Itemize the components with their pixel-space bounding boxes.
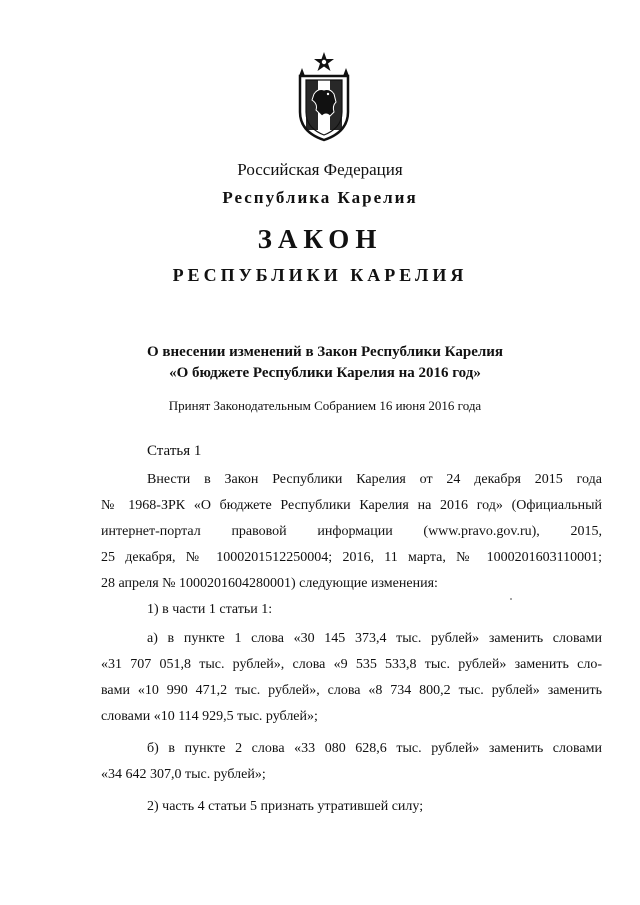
article-text-line: «34 642 307,0 тыс. рублей»;: [101, 767, 266, 782]
article-text-line: 1) в части 1 статьи 1:: [147, 602, 273, 617]
article-text-line: б) в пункте 2 слова «33 080 628,6 тыс. рублей» заменить словами: [147, 741, 602, 756]
article-text-line: «31 707 051,8 тыс. рублей», слова «9 535 533,8 тыс. рублей» заменить сло-: [101, 657, 602, 672]
adoption-note: Принят Законодательным Собранием 16 июня 2016 года: [168, 398, 482, 413]
article-text-line: интернет-портал правовой информации (www.pravo.gov.ru), 2015,: [101, 524, 602, 539]
article-text-line: 25 декабря, № 1000201512250004; 2016, 11 марта, № 1000201603110001;: [101, 550, 602, 565]
republic-name: Республика Карелия: [222, 188, 418, 207]
article-text-line: словами «10 114 929,5 тыс. рублей»;: [101, 709, 318, 724]
article-heading: Статья 1: [147, 443, 202, 459]
article-text-line: вами «10 990 471,2 тыс. рублей», слова «8 734 800,2 тыс. рублей» заменить: [101, 683, 602, 698]
document-issuer: РЕСПУБЛИКИ КАРЕЛИЯ: [172, 265, 468, 285]
article-text-line: 2) часть 4 статьи 5 признать утратившей силу;: [147, 799, 424, 814]
article-text-line: а) в пункте 1 слова «30 145 373,4 тыс. рублей» заменить словами: [147, 631, 602, 646]
law-caption-line-2: «О бюджете Республики Карелия на 2016 год»: [169, 365, 481, 381]
document-type-title: ЗАКОН: [257, 224, 383, 254]
country-name: Российская Федерация: [237, 160, 403, 179]
article-text-line: № 1968-ЗРК «О бюджете Республики Карелия на 2016 год» (Официальный: [101, 498, 602, 513]
karelia-coat-of-arms-icon: [294, 50, 354, 142]
article-text-line: Внести в Закон Республики Карелия от 24 декабря 2015 года: [147, 472, 602, 487]
law-caption-line-1: О внесении изменений в Закон Республики Карелия: [146, 344, 504, 360]
scan-speck: [510, 598, 512, 600]
article-text-line: 28 апреля № 1000201604280001) следующие изменения:: [101, 576, 438, 591]
